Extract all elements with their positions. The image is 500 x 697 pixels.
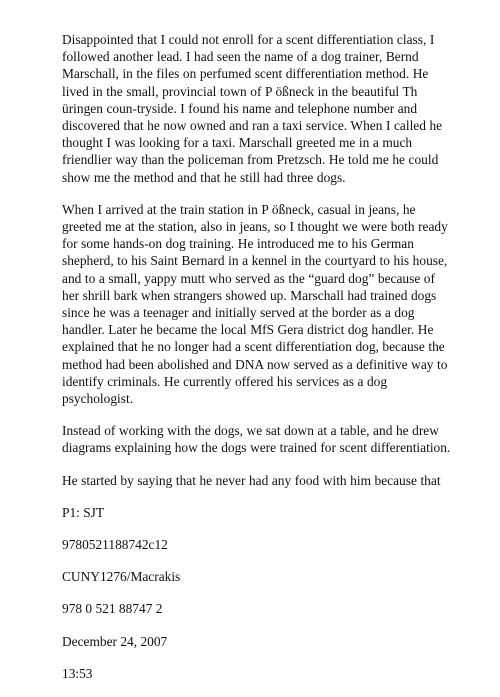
meta-line-date: December 24, 2007 bbox=[62, 633, 168, 649]
document-page bbox=[62, 31, 454, 697]
paragraph-3: Instead of working with the dogs, we sat down at a table, and he drew diagrams explaining how the dogs were trained for scent differentiation. bbox=[62, 423, 451, 456]
meta-line-chapter-code: 9780521188742c12 bbox=[62, 537, 168, 553]
meta-line-author-code: CUNY1276/Macrakis bbox=[62, 569, 181, 585]
meta-line-time: 13:53 bbox=[62, 665, 93, 681]
paragraph-2: When I arrived at the train station in P ößneck, casual in jeans, he greeted me at the station, also in jeans, so I thought we were both ready for some hands-on dog training. He introduced me to his German shepherd, to his Saint Bernard in a kennel in the courtyard to his house, and to a small, yappy mutt who served as the “guard dog” because of her shrill bark when strangers showed up. Marschall had trained dogs since he was a teenager and initially served at the border as a dog handler. Later he became the local MfS Gera district dog handler. He explained that he no longer had a scent differentiation dog, because the method had been abolished and DNA now served as a definitive way to identify criminals. He currently offered his services as a dog psychologist. bbox=[62, 201, 448, 407]
paragraph-1: Disappointed that I could not enroll for a scent differentiation class, I followed another lead. I had seen the name of a dog trainer, Bernd Marschall, in the files on perfumed scent differentiation method. He lived in the small, provincial town of P ößneck in the beautiful Th üringen coun-tryside. I found his name and telephone number and discovered that he now owned and ran a taxi service. When I called he thought I was looking for a taxi. Marschall greeted me in a much friendlier way than the policeman from Pretzsch. He told me he could show me the method and that he still had three dogs. bbox=[62, 32, 443, 185]
meta-line-printer-id: P1: SJT bbox=[62, 504, 105, 520]
meta-line-isbn: 978 0 521 88747 2 bbox=[62, 601, 163, 617]
paragraph-4: He started by saying that he never had any food with him because that bbox=[62, 472, 441, 488]
